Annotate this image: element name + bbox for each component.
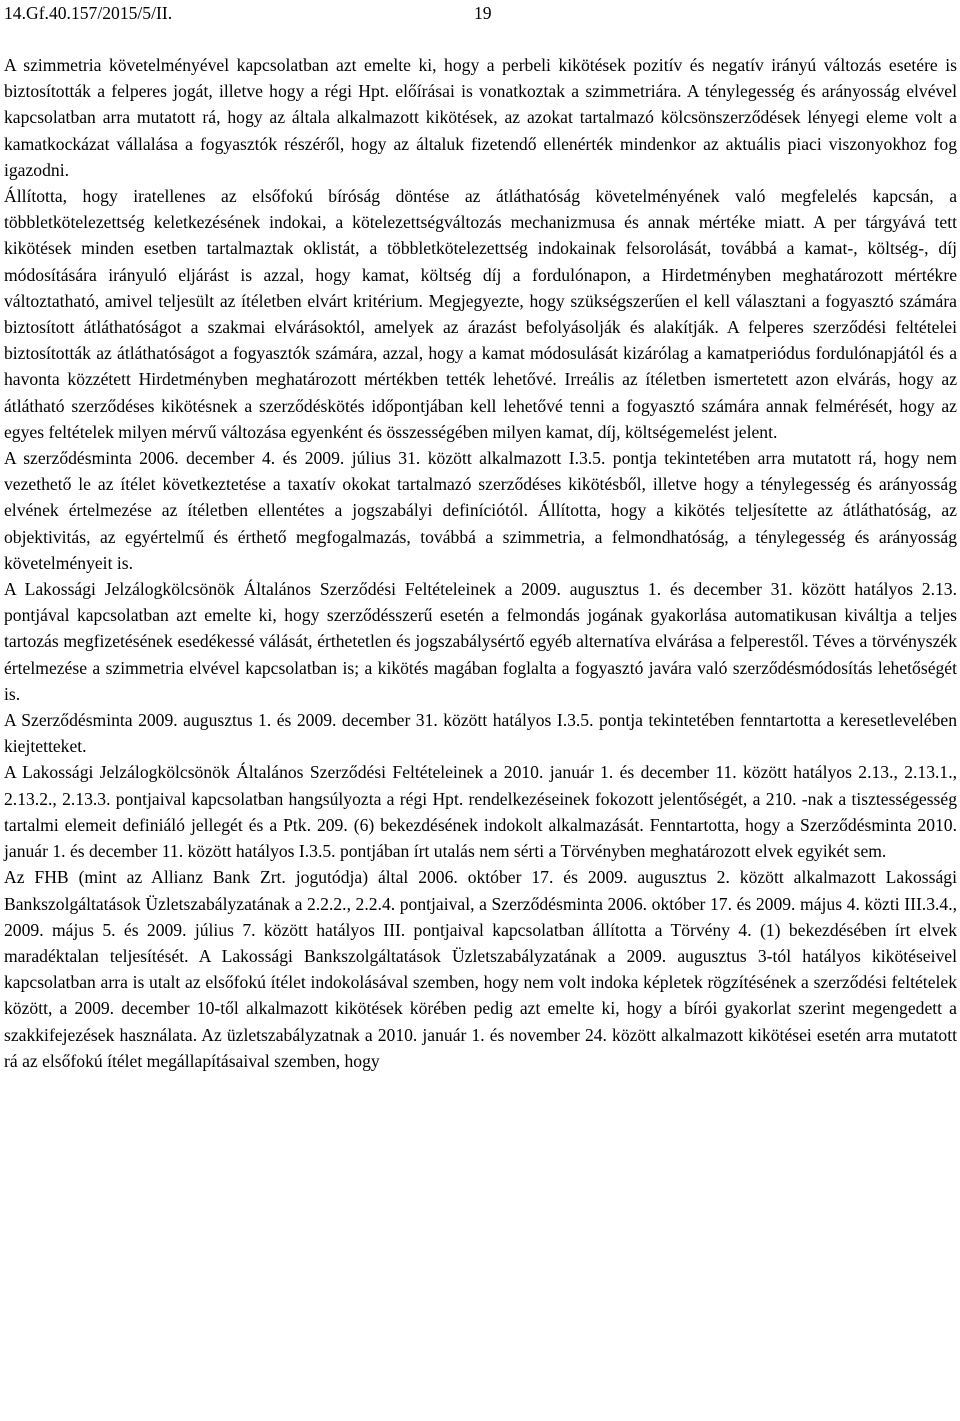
case-number: 14.Gf.40.157/2015/5/II. [4,3,173,23]
paragraph-fhb: Az FHB (mint az Allianz Bank Zrt. jogutódja) által 2006. október 17. és 2009. augusztus 2. között alkalmazott Lakossági Bankszolgáltatások Üzletszabályzatának a 2.2.2., 2.2.4. pontjaival, a Szerződésminta 2006. október 17. és 2009. május 4. közti III.3.4., 2009. május 5. és 2009. július 7. között hatályos III. pontjaival kapcsolatban állította a Törvény 4. (1) bekezdésében írt elvek maradéktalan teljesítését. A Lakossági Bankszolgáltatások Üzletszabályzatának a 2009. augusztus 3-tól hatályos kikötéseivel kapcsolatban arra is utalt az elsőfokú ítélet indokolásával szemben, hogy nem volt indoka képletek rögzítésének a szerződési feltételek között, a 2009. december 10-től alkalmazott kikötések körében pedig azt emelte ki, hogy a bírói gyakorlat szerint megengedett a szakkifejezések használata. Az üzletszabályzatnak a 2010. január 1. és november 24. között alkalmazott kikötései esetén arra mutatott rá az elsőfokú ítélet megállapításaival szemben, hogy [4,867,957,1071]
paragraph-gtc-2009: A Lakossági Jelzálogkölcsönök Általános Szerződési Feltételeinek a 2009. augusztus 1. és december 31. között hatályos 2.13. pontjával kapcsolatban azt emelte ki, hogy szerződésszerű esetén a felmondás jogának gyakorlása automatikusan kiváltja a teljes tartozás megfizetésének esedékessé válását, érthetetlen és jogszabálysértő egyéb alternatíva elvárása a felperestől. Téves a törvényszék értelmezése a szimmetria elvével kapcsolatban is; a kikötés magában foglalta a fogyasztó javára való szerződésmódosítás lehetőségét is. [4,579,957,704]
paragraph-contract-template-2006: A szerződésminta 2006. december 4. és 2009. július 31. között alkalmazott I.3.5. pontja tekintetében arra mutatott rá, hogy nem vezethető le az ítélet következtetése a taxatív okokat tartalmazó szerződéses kikötésből, illetve hogy a ténylegesség és arányosság elvének értelmezése az ítéletben ellentétes a jogszabályi definíciótól. Állította, hogy a kikötés teljesítette az átláthatóság, az objektivitás, az egyértelmű és érthető megfogalmazás, továbbá a szimmetria, a felmondhatóság, a ténylegesség és arányosság követelményeit is. [4,448,957,573]
paragraph-gtc-2010: A Lakossági Jelzálogkölcsönök Általános Szerződési Feltételeinek a 2010. január 1. és december 11. között hatályos 2.13., 2.13.1., 2.13.2., 2.13.3. pontjaival kapcsolatban hangsúlyozta a régi Hpt. rendelkezéseinek fokozott jelentőségét, a 210. -nak a tisztességesség tartalmi elemeit definiáló jellegét és a Ptk. 209. (6) bekezdésének indokolt alkalmazását. Fenntartotta, hogy a Szerződésminta 2010. január 1. és december 11. között hatályos I.3.5. pontjában írt utalás nem sérti a Törvényben meghatározott elvek egyikét sem. [4,762,957,862]
document-body [4,52,957,1074]
paragraph-transparency: Állította, hogy iratellenes az elsőfokú bíróság döntése az átláthatóság követelményének való megfelelés kapcsán, a többletkötelezettség keletkezésének indokai, a kötelezettségváltozás mechanizmusa és annak mértéke miatt. A per tárgyává tett kikötések minden esetben tartalmaztak oklistát, a többletkötelezettség indokainak felsorolását, továbbá a kamat-, költség-, díj módosítására irányuló eljárást is azzal, hogy kamat, költség díj a fordulónapon, a Hirdetményben meghatározott mértékre változtatható, amivel teljesült az ítéletben elvárt kritérium. Megjegyezte, hogy szükségszerűen el kell választani a fogyasztó számára biztosított átláthatóságot a szakmai elvárásoktól, amelyek az árazást befolyásolják és alakítják. A felperes szerződési feltételei biztosították az átláthatóságot a fogyasztók számára, azzal, hogy a kamat módosulását kizárólag a kamatperiódus fordulónapjától és a havonta közzétett Hirdetményben meghatározott mértékben tették lehetővé. Irreális az ítéletben ismertetett azon elvárás, hogy az átlátható szerződéses kikötésnek a szerződéskötés időpontjában kell lehetővé tenni a fogyasztó számára annak felmérését, hogy az egyes feltételek milyen mérvű változása egyenként és összességében milyen kamat, díj, költségemelést jelent. [4,186,957,442]
paragraph-contract-template-2009: A Szerződésminta 2009. augusztus 1. és 2009. december 31. között hatályos I.3.5. pontja tekintetében fenntartotta a keresetlevelében kiejtetteket. [4,710,957,757]
paragraph-symmetry: A szimmetria követelményével kapcsolatban azt emelte ki, hogy a perbeli kikötések pozitív és negatív irányú változás esetére is biztosították a felperes jogát, illetve hogy a régi Hpt. előírásai is vonatkoztak a szimmetriára. A ténylegesség és arányosság elvével kapcsolatban arra mutatott rá, hogy az általa alkalmazott kikötések, az azokat tartalmazó kölcsönszerződések lényegi eleme volt a kamatkockázat vállalása a fogyasztók részéről, hogy az általuk fizetendő ellenérték mindenkor az aktuális piaci viszonyokhoz fog igazodni. [4,55,957,180]
page-number: 19 [474,3,492,23]
page-header [4,0,957,26]
